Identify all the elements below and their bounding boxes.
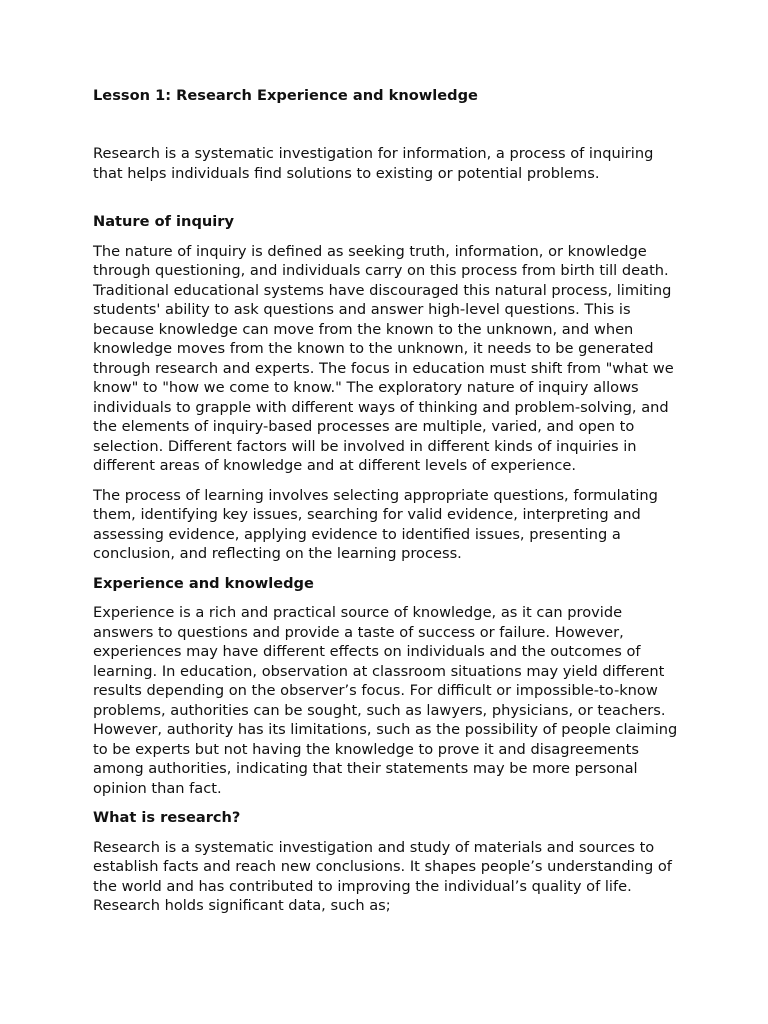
document-page (93, 86, 683, 914)
paragraph-research-1: Research is a systematic investigation and study of materials and sources to establish facts and reach new conclusions. It shapes people’s understanding of the world and has contributed to improving the individual’s quality of life. Research holds significant data, such as; (93, 838, 672, 914)
heading-experience-and-knowledge: Experience and knowledge (93, 574, 314, 592)
heading-what-is-research: What is research? (93, 809, 241, 826)
intro-paragraph: Research is a systematic investigation for information, a process of inquiring that helps individuals find solutions to existing or potential problems. (93, 145, 654, 182)
paragraph-nature-1: The nature of inquiry is defined as seeking truth, information, or knowledge through questioning, and individuals carry on this process from birth till death. Traditional educational systems have discouraged this natural process, limiting students' ability to ask questions and answer high-level questions. This is because knowledge can move from the known to the unknown, and when knowledge moves from the known to the unknown, it needs to be generated through research and experts. The focus in education must shift from "what we know" to "how we come to know." The exploratory nature of inquiry allows individuals to grapple with different ways of thinking and problem-solving, and the elements of inquiry-based processes are multiple, varied, and open to selection. Different factors will be involved in different kinds of inquiries in different areas of knowledge and at different levels of experience. (93, 242, 674, 474)
paragraph-experience-1: Experience is a rich and practical source of knowledge, as it can provide answers to questions and provide a taste of success or failure. However, experiences may have different effects on individuals and the outcomes of learning. In education, observation at classroom situations may yield different results depending on the observer’s focus. For difficult or impossible-to-know problems, authorities can be sought, such as lawyers, physicians, or teachers. However, authority has its limitations, such as the possibility of people claiming to be experts but not having the knowledge to prove it and disagreements among authorities, indicating that their statements may be more personal opinion than fact. (93, 604, 678, 797)
document-body (93, 212, 683, 926)
heading-nature-of-inquiry: Nature of inquiry (93, 213, 234, 230)
lesson-title: Lesson 1: Research Experience and knowledge (93, 87, 478, 104)
paragraph-nature-2: The process of learning involves selecting appropriate questions, formulating them, identifying key issues, searching for valid evidence, interpreting and assessing evidence, applying evidence to identified issues, presenting a conclusion, and reflecting on the learning process. (93, 486, 658, 562)
